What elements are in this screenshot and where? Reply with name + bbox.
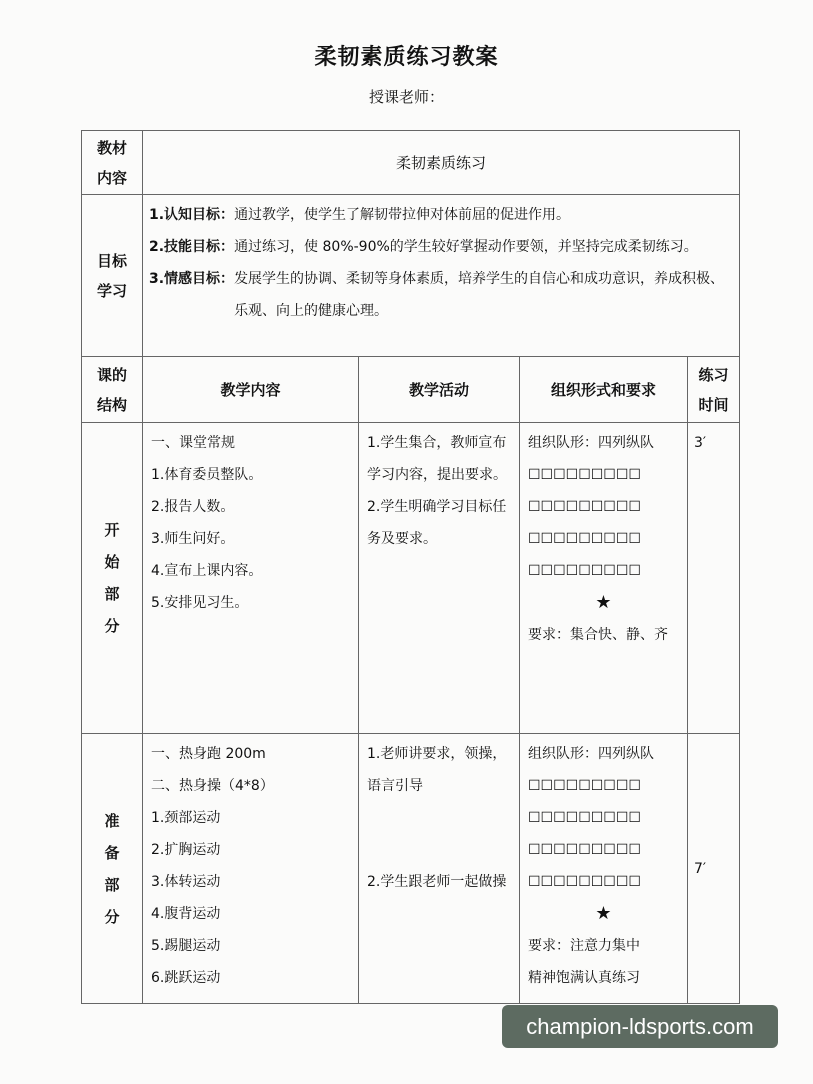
- activity-line: 1.学生集合，教师宣布学习内容，提出要求。: [367, 435, 507, 483]
- content-line: 3.体转运动: [151, 874, 221, 890]
- org-title: 组织队形：四列纵队: [528, 435, 654, 451]
- section-start-time: 3′: [688, 423, 740, 734]
- content-line: 2.报告人数。: [151, 499, 235, 515]
- content-line: 4.腹背运动: [151, 906, 221, 922]
- section-prepare-time: 7′: [688, 734, 740, 1004]
- watermark-badge: champion-ldsports.com: [502, 1005, 778, 1048]
- goal-cognitive: 1.认知目标： 通过教学，使学生了解韧带拉伸对体前屈的促进作用。: [149, 207, 571, 223]
- goals-label: 目标 学习: [82, 195, 143, 357]
- content-line: 2.扩胸运动: [151, 842, 221, 858]
- formation-row: ☐☐☐☐☐☐☐☐☐: [528, 531, 641, 547]
- section-prepare-activity: [359, 734, 520, 1004]
- formation-row: ☐☐☐☐☐☐☐☐☐: [528, 778, 641, 794]
- content-line: 1.体育委员整队。: [151, 467, 263, 483]
- activity-line: 2.学生明确学习目标任务及要求。: [367, 499, 507, 547]
- header-time: 练习 时间: [688, 357, 740, 423]
- content-line: 3.师生问好。: [151, 531, 235, 547]
- material-row: [82, 131, 740, 195]
- formation-row: ☐☐☐☐☐☐☐☐☐: [528, 810, 641, 826]
- section-start-name: 开 始 部 分: [82, 423, 143, 734]
- formation-row: ☐☐☐☐☐☐☐☐☐: [528, 874, 641, 890]
- content-line: 6.跳跃运动: [151, 970, 221, 986]
- document-title: 柔韧素质练习教案: [314, 45, 499, 70]
- activity-line: 2.学生跟老师一起做操: [367, 874, 507, 890]
- section-prepare-content: [143, 734, 359, 1004]
- teacher-star-icon: ★: [595, 903, 612, 924]
- goals-row: [82, 195, 740, 357]
- section-start-activity: [359, 423, 520, 734]
- formation-row: ☐☐☐☐☐☐☐☐☐: [528, 842, 641, 858]
- header-content: 教学内容: [143, 357, 359, 423]
- teacher-star-icon: ★: [595, 592, 612, 613]
- formation-row: ☐☐☐☐☐☐☐☐☐: [528, 467, 641, 483]
- content-line: 二、热身操（4*8）: [151, 778, 274, 794]
- material-value: 柔韧素质练习: [143, 131, 740, 195]
- content-line: 一、课堂常规: [151, 435, 235, 451]
- section-start-content: [143, 423, 359, 734]
- goal-emotion: 3.情感目标： 发展学生的协调、柔韧等身体素质，培养学生的自信心和成功意识，养成积极、乐观、向上的健康心理。: [149, 271, 725, 319]
- section-prepare-row: [82, 734, 740, 1004]
- requirement-line: 要求：注意力集中: [528, 938, 640, 954]
- lesson-plan-table: [81, 130, 740, 1004]
- header-activity: 教学活动: [359, 357, 520, 423]
- goals-content: [143, 195, 740, 357]
- content-line: 5.安排见习生。: [151, 595, 249, 611]
- section-start-row: [82, 423, 740, 734]
- section-prepare-name: 准 备 部 分: [82, 734, 143, 1004]
- requirement-line: 精神饱满认真练习: [528, 970, 640, 986]
- content-line: 一、热身跑 200m: [151, 746, 266, 762]
- header-row: [82, 357, 740, 423]
- content-line: 4.宣布上课内容。: [151, 563, 263, 579]
- formation-row: ☐☐☐☐☐☐☐☐☐: [528, 563, 641, 579]
- requirement-line: 要求：集合快、静、齐: [528, 627, 668, 643]
- section-prepare-organization: [520, 734, 688, 1004]
- content-line: 5.踢腿运动: [151, 938, 221, 954]
- content-line: 1.颈部运动: [151, 810, 221, 826]
- section-start-organization: [520, 423, 688, 734]
- org-title: 组织队形：四列纵队: [528, 746, 654, 762]
- activity-line: 1.老师讲要求，领操，语言引导: [367, 746, 507, 794]
- goal-skill: 2.技能目标： 通过练习，使 80%-90%的学生较好掌握动作要领，并坚持完成柔韧练习。: [149, 239, 698, 255]
- material-label: 教材 内容: [82, 131, 143, 195]
- header-structure: 课的 结构: [82, 357, 143, 423]
- teacher-label: 授课老师：: [368, 88, 444, 106]
- formation-row: ☐☐☐☐☐☐☐☐☐: [528, 499, 641, 515]
- header-organization: 组织形式和要求: [520, 357, 688, 423]
